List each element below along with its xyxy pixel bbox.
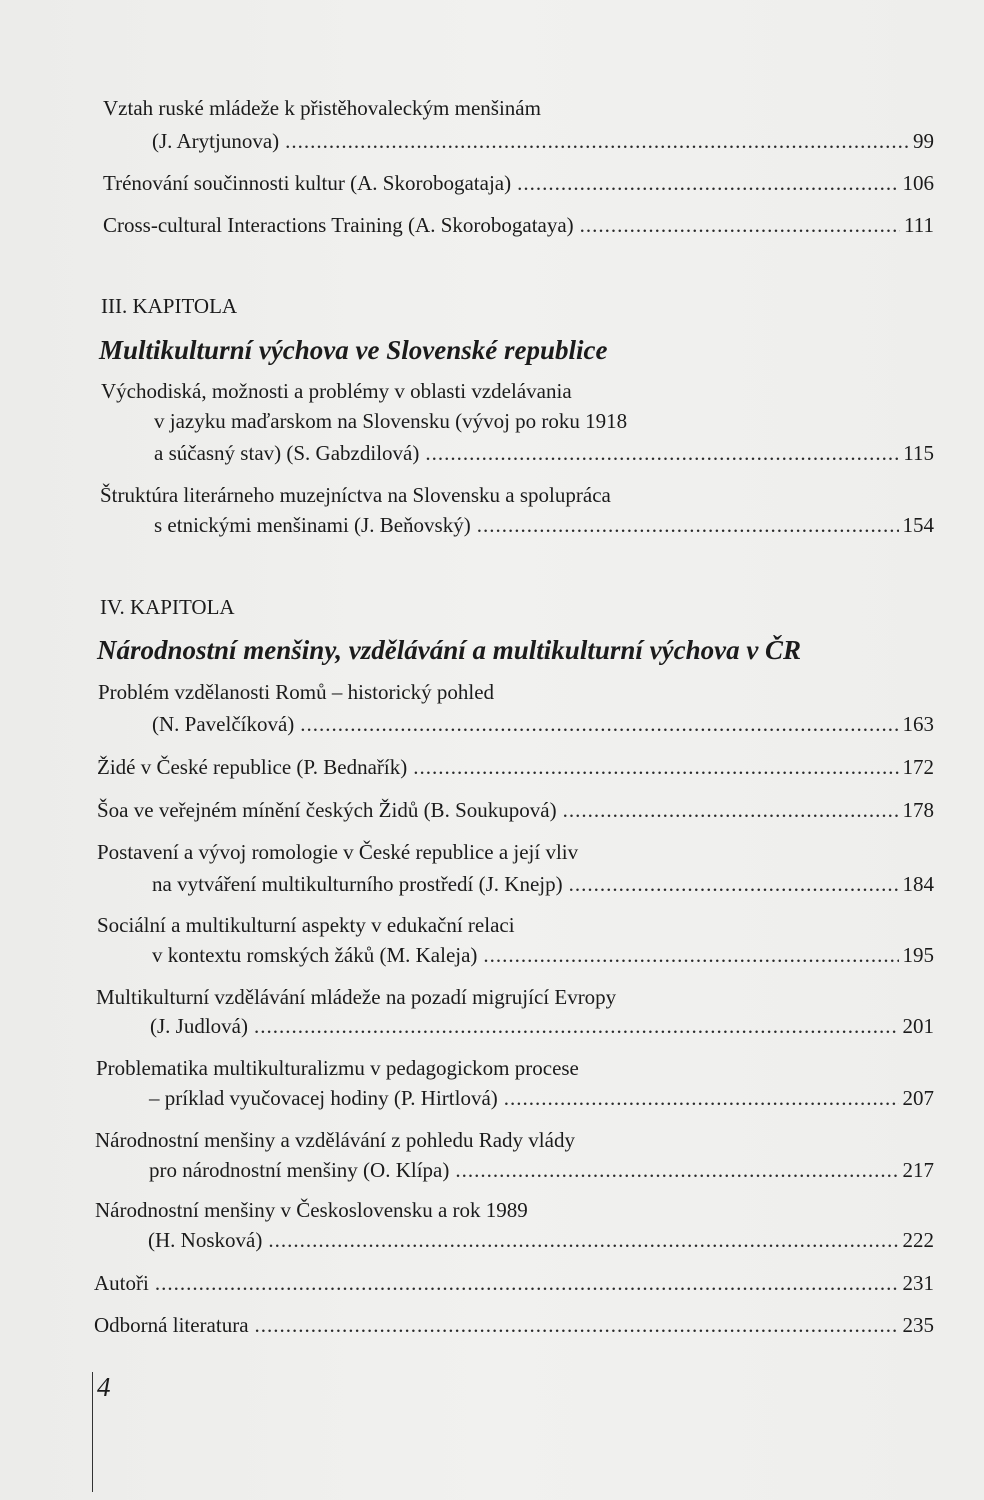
page-folio xyxy=(92,1372,111,1492)
toc-entry-text: s etnickými menšinami (J. Beňovský) xyxy=(154,513,471,537)
toc-entry-text: Autoři xyxy=(94,1271,149,1295)
toc-entry-text: (J. Arytjunova) xyxy=(152,129,280,153)
toc-page-number: 163 xyxy=(902,712,934,736)
toc-page-number: 111 xyxy=(904,213,934,237)
toc-entry-text: (H. Nosková) xyxy=(148,1228,263,1252)
toc-entry[interactable] xyxy=(148,1225,934,1255)
leader-dots xyxy=(483,940,898,970)
chapter-label: IV. KAPITOLA xyxy=(100,595,235,619)
toc-page-number: 222 xyxy=(902,1228,934,1252)
toc-page-number: 201 xyxy=(902,1014,934,1038)
leader-dots xyxy=(155,1268,899,1298)
toc-entry-line: Východiská, možnosti a problémy v oblasti vzdelávania xyxy=(101,379,572,403)
toc-page-number: 172 xyxy=(902,755,934,779)
toc-entry-text: – príklad vyučovacej hodiny (P. Hirtlová) xyxy=(149,1086,498,1110)
toc-entry[interactable] xyxy=(154,510,934,540)
toc-entry-text: v kontextu romských žáků (M. Kaleja) xyxy=(152,943,478,967)
toc-page-number: 195 xyxy=(902,943,934,967)
leader-dots xyxy=(504,1083,899,1113)
toc-entry[interactable] xyxy=(97,752,934,782)
toc-page-number: 115 xyxy=(903,441,934,465)
leader-dots xyxy=(268,1225,898,1255)
toc-page-number: 99 xyxy=(913,129,934,153)
toc-page-number: 235 xyxy=(902,1313,934,1337)
toc-entry-line: Vztah ruské mládeže k přistěhovaleckým menšinám xyxy=(103,96,541,120)
toc-entry-line: Štruktúra literárneho muzejníctva na Slovensku a spolupráca xyxy=(100,483,611,507)
toc-entry-line: Národnostní menšiny a vzdělávání z pohledu Rady vlády xyxy=(95,1128,575,1152)
toc-page-number: 106 xyxy=(902,171,934,195)
toc-entry-line: Problematika multikulturalizmu v pedagogickom procese xyxy=(96,1056,579,1080)
toc-entry-text: a súčasný stav) (S. Gabzdilová) xyxy=(154,441,420,465)
toc-page-number: 184 xyxy=(902,872,934,896)
toc-entry-line: Národnostní menšiny v Československu a rok 1989 xyxy=(95,1198,528,1222)
toc-entry-text: pro národnostní menšiny (O. Klípa) xyxy=(149,1158,450,1182)
toc-entry[interactable] xyxy=(97,795,934,825)
toc-entry[interactable] xyxy=(152,709,934,739)
toc-entry-text: Šoa ve veřejném mínění českých Židů (B. Soukupová) xyxy=(97,798,557,822)
leader-dots xyxy=(285,126,909,156)
toc-page-number: 154 xyxy=(902,513,934,537)
toc-entry[interactable] xyxy=(149,1083,934,1113)
toc-entry-text: Trénování součinnosti kultur (A. Skorobogataja) xyxy=(103,171,512,195)
leader-dots xyxy=(569,869,899,899)
leader-dots xyxy=(255,1310,899,1340)
toc-entry-text: (J. Judlová) xyxy=(150,1014,248,1038)
leader-dots xyxy=(563,795,899,825)
toc-entry[interactable] xyxy=(152,940,934,970)
toc-entry-line: Postavení a vývoj romologie v České republice a její vliv xyxy=(97,840,579,864)
leader-dots xyxy=(425,438,899,468)
leader-dots xyxy=(413,752,898,782)
toc-entry-text: Cross-cultural Interactions Training (A. Skorobogataya) xyxy=(103,213,574,237)
toc-entry[interactable] xyxy=(152,869,934,899)
toc-page-number: 217 xyxy=(902,1158,934,1182)
toc-entry[interactable] xyxy=(150,1011,934,1041)
toc-entry[interactable] xyxy=(149,1155,934,1185)
toc-entry[interactable] xyxy=(103,210,934,240)
toc-entry[interactable] xyxy=(103,168,934,198)
leader-dots xyxy=(580,210,900,240)
leader-dots xyxy=(300,709,898,739)
toc-entry[interactable] xyxy=(152,126,934,156)
toc-entry-text: Židé v České republice (P. Bednařík) xyxy=(97,755,408,779)
toc-entry-text: (N. Pavelčíková) xyxy=(152,712,295,736)
toc-entry-line: Sociální a multikulturní aspekty v edukační relaci xyxy=(97,913,515,937)
toc-entry-line: Multikulturní vzdělávání mládeže na pozadí migrující Evropy xyxy=(96,985,617,1009)
leader-dots xyxy=(477,510,899,540)
chapter-title: Národnostní menšiny, vzdělávání a multikulturní výchova v ČR xyxy=(97,635,802,665)
toc-entry-text: na vytváření multikulturního prostředí (J. Knejp) xyxy=(152,872,563,896)
toc-entry[interactable] xyxy=(94,1268,934,1298)
toc-page-number: 178 xyxy=(902,798,934,822)
chapter-title: Multikulturní výchova ve Slovenské republice xyxy=(99,335,608,365)
toc-entry-line: Problém vzdělanosti Romů – historický pohled xyxy=(98,680,495,704)
toc-entry[interactable] xyxy=(154,438,934,468)
page-number: 4 xyxy=(97,1372,111,1402)
leader-dots xyxy=(254,1011,899,1041)
toc-page-number: 207 xyxy=(902,1086,934,1110)
toc-entry-line: v jazyku maďarskom na Slovensku (vývoj po roku 1918 xyxy=(154,409,628,433)
leader-dots xyxy=(517,168,898,198)
leader-dots xyxy=(455,1155,898,1185)
toc-entry[interactable] xyxy=(94,1310,934,1340)
chapter-label: III. KAPITOLA xyxy=(101,294,238,318)
toc-entry-text: Odborná literatura xyxy=(94,1313,249,1337)
toc-page-number: 231 xyxy=(902,1271,934,1295)
